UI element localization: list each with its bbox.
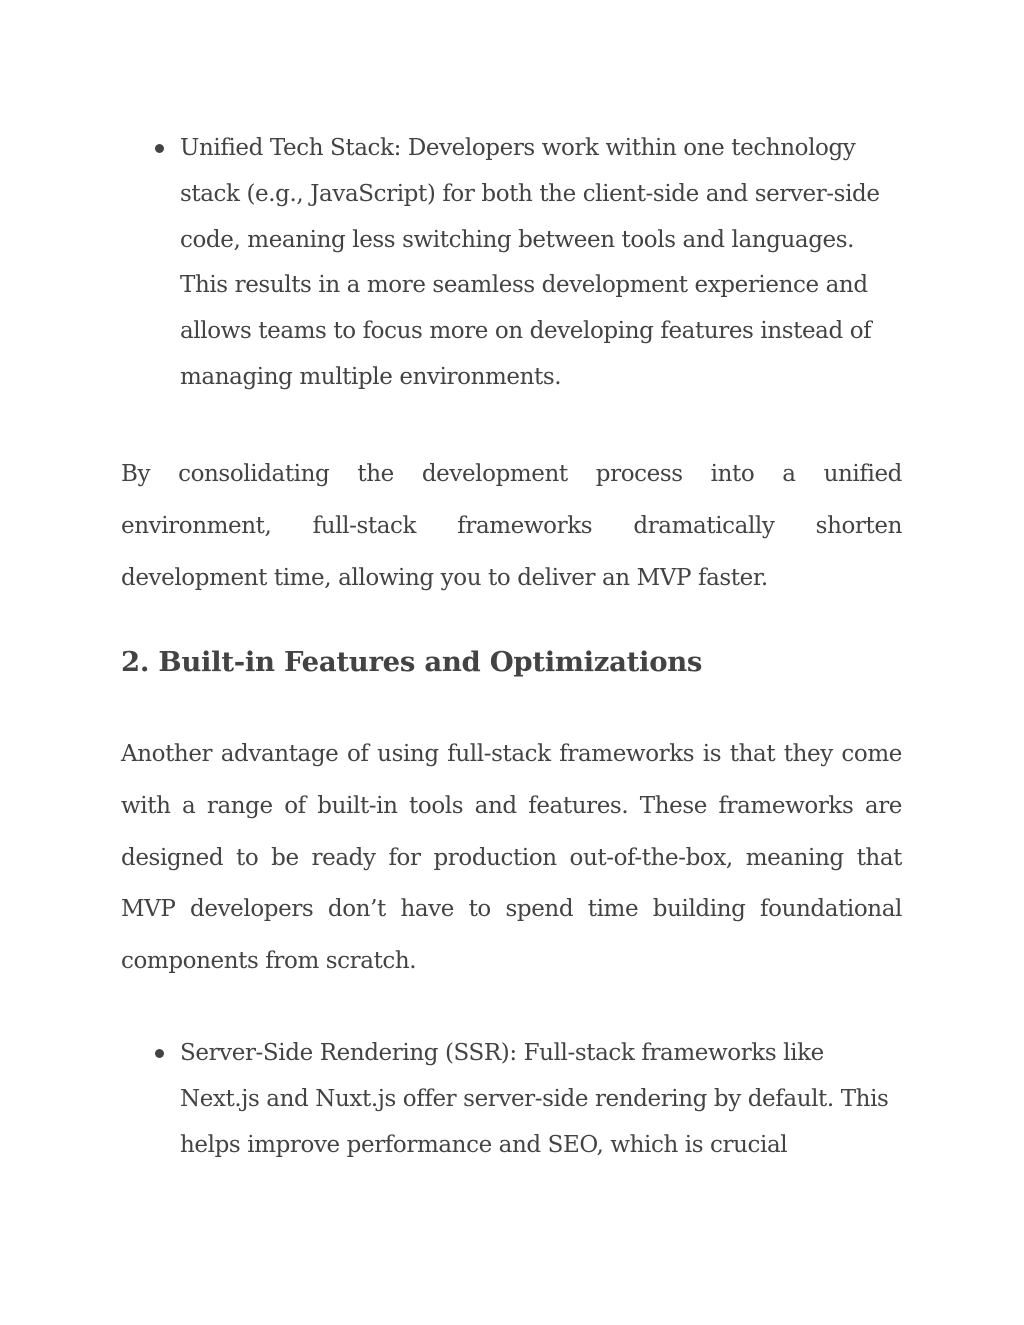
section-heading: 2. Built-in Features and Optimizations	[121, 646, 703, 678]
paragraph: By consolidating the development process into a unified environment, full-stack frameworks dramatically shorten development time, allowing you to deliver an MVP faster.	[121, 461, 902, 591]
paragraph: Another advantage of using full-stack frameworks is that they come with a range of built-in tools and features. These frameworks are designed to be ready for production out-of-the-box, meaning that MVP developers don’t have to spend time building foundational components from scratch.	[121, 741, 902, 975]
bullet-icon	[155, 1049, 164, 1058]
bullet-icon	[155, 144, 164, 153]
bullet-text: Server-Side Rendering (SSR): Full-stack frameworks like Next.js and Nuxt.js offer server-side rendering by default. This helps improve performance and SEO, which is crucial	[180, 1040, 889, 1158]
bullet-text: Unified Tech Stack: Developers work within one technology stack (e.g., JavaScript) for both the client-side and server-side code, meaning less switching between tools and languages. This results in a more seamless development experience and allows teams to focus more on developing features instead of managing multiple environments.	[180, 135, 880, 390]
